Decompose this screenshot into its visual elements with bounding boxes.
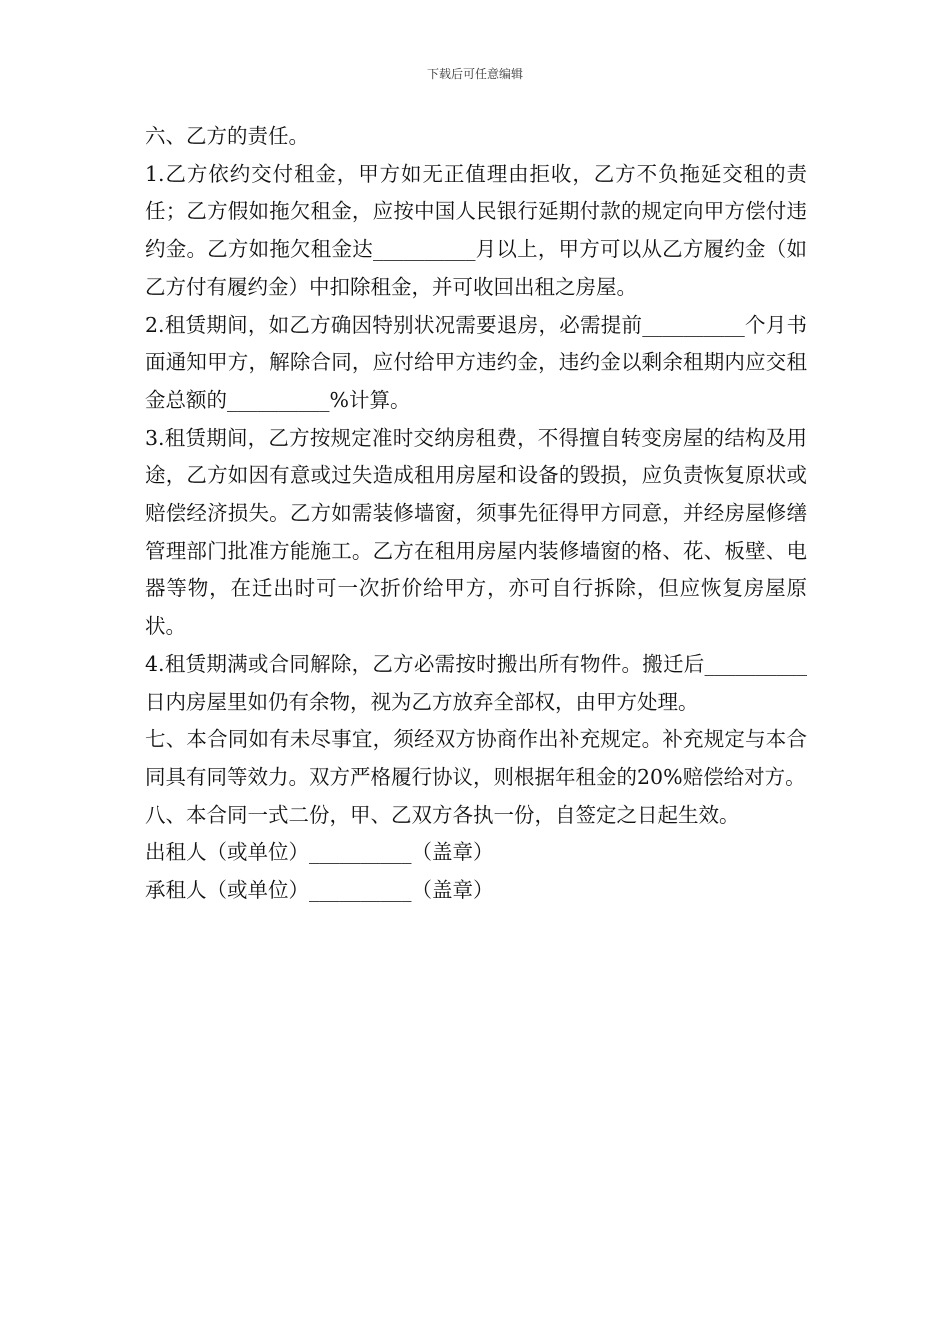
section-heading-6: 六、乙方的责任。 xyxy=(145,124,309,148)
section-7: 七、本合同如有未尽事宜，须经双方协商作出补充规定。补充规定与本合同具有同等效力。双方严格履行协议，则根据年租金的20%赔偿给对方。 xyxy=(145,727,807,789)
document-body xyxy=(145,118,807,910)
clause-6-3: 3.租赁期间，乙方按规定准时交纳房租费，不得擅自转变房屋的结构及用途，乙方如因有意或过失造成租用房屋和设备的毁损，应负责恢复原状或赔偿经济损失。乙方如需装修墙窗，须事先征得甲方同意，并经房屋修缮管理部门批准方能施工。乙方在租用房屋内装修墙窗的格、花、板壁、电器等物，在迁出时可一次折价给甲方，亦可自行拆除，但应恢复房屋原状。 xyxy=(145,425,807,639)
clause-6-2: 2.租赁期间，如乙方确因特别状况需要退房，必需提前__________个月书面通知甲方，解除合同，应付给甲方违约金，违约金以剩余租期内应交租金总额的__________%计算。 xyxy=(145,312,807,412)
clause-6-1: 1.乙方依约交付租金，甲方如无正值理由拒收，乙方不负拖延交租的责任；乙方假如拖欠租金，应按中国人民银行延期付款的规定向甲方偿付违约金。乙方如拖欠租金达__________月以上，甲方可以从乙方履约金（如乙方付有履约金）中扣除租金，并可收回出租之房屋。 xyxy=(145,161,807,299)
section-8: 八、本合同一式二份，甲、乙双方各执一份，自签定之日起生效。 xyxy=(145,802,740,827)
lessor-signature-line: 出租人（或单位）__________（盖章） xyxy=(145,840,494,865)
lessee-signature-line: 承租人（或单位）__________（盖章） xyxy=(145,878,494,903)
clause-6-4: 4.租赁期满或合同解除，乙方必需按时搬出所有物件。搬迁后__________日内房屋里如仍有余物，视为乙方放弃全部权，由甲方处理。 xyxy=(145,651,807,714)
page-header: 下载后可任意编辑 xyxy=(426,67,523,81)
